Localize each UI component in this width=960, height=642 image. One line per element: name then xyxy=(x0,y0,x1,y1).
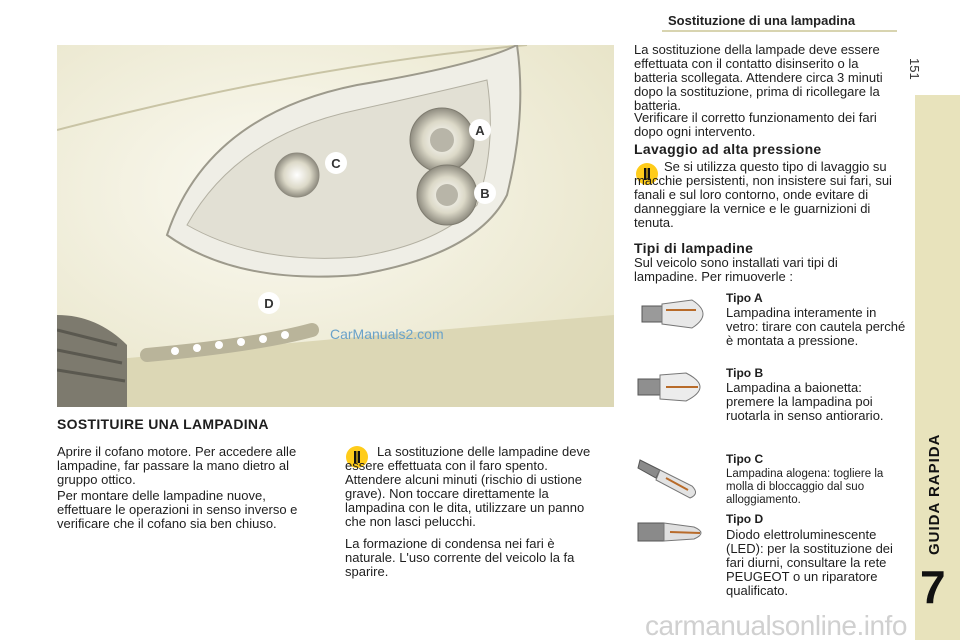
label-d: D xyxy=(264,296,274,311)
header-rule xyxy=(662,30,897,32)
bulb-type-c-image xyxy=(636,452,706,507)
label-c: C xyxy=(331,156,341,171)
bottom-watermark: carmanualsonline.info xyxy=(645,610,907,641)
type-b-title: Tipo B xyxy=(726,366,764,380)
chapter-number: 7 xyxy=(920,561,946,613)
section-heading-high-pressure: Lavaggio ad alta pressione xyxy=(634,141,822,157)
left-paragraph-2: Per montare delle lampadine nuove, effettuare le operazioni in senso inverso e verificare che il cofano sia ben chiuso. xyxy=(57,488,298,531)
middle-paragraph-2: La formazione di condensa nei fari è naturale. L'uso corrente del veicolo la fa sparire. xyxy=(345,536,575,579)
type-a-text: Lampadina interamente in vetro: tirare con cautela perché è montata a pressione. xyxy=(726,305,906,348)
right-intro-2: Verificare il corretto funzionamento dei fari dopo ogni intervento. xyxy=(634,110,877,139)
page-number: 151 xyxy=(907,58,922,80)
site-watermark: CarManuals2.com xyxy=(330,326,444,342)
middle-warning-text: La sostituzione delle lampadine deve essere effettuata con il faro spento. Attendere alcuni minuti (rischio di ustione grave). Non toccare direttamente la lampadina con le dita, utilizzare un panno che non lasci pelucchi. xyxy=(345,444,591,529)
headlight-illustration xyxy=(57,45,614,407)
type-c-text: Lampadina alogena: togliere la molla di bloccaggio dal suo alloggiamento. xyxy=(726,468,884,506)
label-a: A xyxy=(475,123,485,138)
bulb-type-a-image xyxy=(636,292,718,341)
section-heading-replace-bulb: SOSTITUIRE UNA LAMPADINA xyxy=(57,416,269,432)
type-b-text: Lampadina a baionetta: premere la lampadina poi ruotarla in senso antiorario. xyxy=(726,380,884,423)
bulb-type-b-image xyxy=(636,367,718,412)
chapter-side-tab xyxy=(915,95,960,640)
bulb-types-intro: Sul veicolo sono installati vari tipi di lampadine. Per rimuoverle : xyxy=(634,255,838,284)
right-intro-1: La sostituzione della lampade deve essere effettuata con il contatto disinserito o la batteria scollegata. Attendere circa 3 minuti dopo la sostituzione, prima di ricollegare la batteria. xyxy=(634,42,883,113)
label-b: B xyxy=(480,186,490,201)
high-pressure-text: Se si utilizza questo tipo di lavaggio su macchie persistenti, non insistere sui fari, sui fanali e sul loro contorno, onde evitare di danneggiare la vernice e le guarnizioni di tenuta. xyxy=(634,159,892,230)
bulb-type-d-image xyxy=(636,513,716,558)
type-d-text: Diodo elettroluminescente (LED): per la sostituzione dei fari diurni, consultare la rete PEUGEOT o un riparatore qualificato. xyxy=(726,527,893,598)
headlight-drawing xyxy=(57,45,614,407)
type-a-title: Tipo A xyxy=(726,291,763,305)
left-paragraph-1: Aprire il cofano motore. Per accedere alle lampadine, far passare la mano dietro al gruppo ottico. xyxy=(57,444,297,487)
type-c-title: Tipo C xyxy=(726,452,764,466)
page-header-title: Sostituzione di una lampadina xyxy=(668,13,856,28)
section-heading-bulb-types: Tipi di lampadine xyxy=(634,240,754,256)
type-d-title: Tipo D xyxy=(726,512,764,526)
chapter-side-label: GUIDA RAPIDA xyxy=(926,433,943,555)
